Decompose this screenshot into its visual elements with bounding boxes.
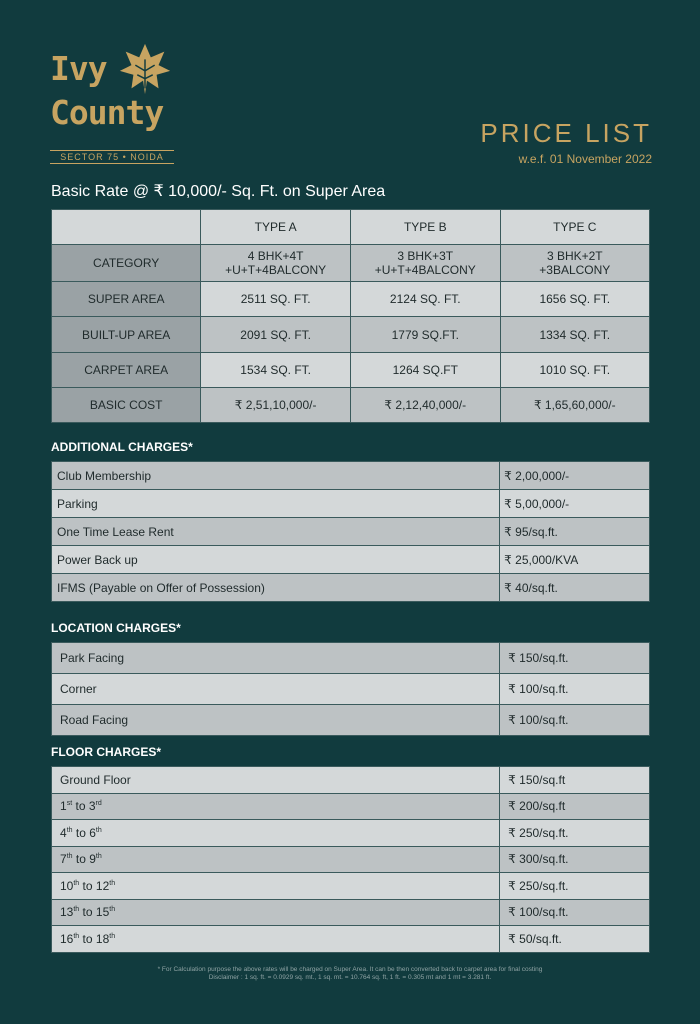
table-row [52, 518, 650, 546]
ordinal-suffix: st [66, 800, 73, 808]
table-row [52, 388, 650, 423]
charge-price: ₹ 200/sq.ft [500, 793, 650, 820]
row-label: BUILT-UP AREA [52, 317, 201, 353]
brand-name-line2: County [50, 93, 164, 132]
column-header: TYPE A [201, 210, 351, 245]
charge-name: Club Membership [52, 462, 500, 490]
ivy-leaf-icon [116, 40, 174, 98]
table-cell: ₹ 1,65,60,000/- [500, 388, 649, 423]
table-row [52, 846, 650, 873]
additional-charges-title: ADDITIONAL CHARGES* [51, 440, 193, 454]
table-row [52, 899, 650, 926]
floor-from: 13 [60, 905, 74, 920]
floor-to: 9 [89, 852, 96, 867]
cell-line: +U+T+4BALCONY [225, 263, 327, 277]
ordinal-suffix: th [95, 853, 102, 861]
floor-from: 1 [60, 799, 67, 814]
floor-range [52, 820, 500, 847]
charge-price: ₹ 100/sq.ft. [500, 674, 650, 705]
table-cell: 2511 SQ. FT. [201, 282, 351, 317]
table-cell: 1656 SQ. FT. [500, 282, 649, 317]
column-header: TYPE B [350, 210, 500, 245]
table-row [52, 820, 650, 847]
table-row [52, 674, 650, 705]
page-title: PRICE LIST [480, 118, 652, 148]
range-separator: to [75, 825, 86, 840]
charge-price: ₹ 40/sq.ft. [500, 574, 650, 602]
cell-line: +3BALCONY [539, 263, 611, 277]
charge-price: ₹ 50/sq.ft. [500, 926, 650, 953]
range-separator: to [75, 852, 86, 867]
ordinal-suffix: rd [95, 800, 102, 808]
location-charges-title: LOCATION CHARGES* [51, 621, 181, 635]
table-row [52, 282, 650, 317]
floor-range [52, 899, 500, 926]
floor-from: 16 [60, 931, 74, 946]
floor-to: 6 [89, 825, 96, 840]
table-row [52, 490, 650, 518]
table-cell: ₹ 2,12,40,000/- [350, 388, 500, 423]
table-row [52, 926, 650, 953]
charge-price: ₹ 95/sq.ft. [500, 518, 650, 546]
brand-location: SECTOR 75 • NOIDA [50, 150, 174, 164]
charge-price: ₹ 150/sq.ft [500, 767, 650, 794]
header-empty-cell [52, 210, 201, 245]
charge-price: ₹ 100/sq.ft. [500, 899, 650, 926]
floor-charges-title: FLOOR CHARGES* [51, 745, 162, 759]
floor-range [52, 793, 500, 820]
ordinal-suffix: th [95, 826, 102, 834]
cell-line: 3 BHK+2T [546, 249, 603, 263]
column-header: TYPE C [500, 210, 649, 245]
floor-from: 10 [60, 878, 74, 893]
ordinal-suffix: th [66, 826, 73, 834]
ordinal-suffix: th [73, 906, 80, 914]
cell-line: 3 BHK+3T [397, 249, 454, 263]
brand-name-line1: Ivy [50, 49, 107, 88]
ordinal-suffix: th [73, 932, 80, 940]
table-cell [350, 245, 500, 282]
row-label: SUPER AREA [52, 282, 201, 317]
range-separator: to [75, 799, 86, 814]
table-cell: 2091 SQ. FT. [201, 317, 351, 353]
charge-price: ₹ 300/sq.ft. [500, 846, 650, 873]
table-row [52, 574, 650, 602]
table-cell: 1010 SQ. FT. [500, 353, 649, 388]
table-row [52, 245, 650, 282]
charge-name: Road Facing [52, 705, 500, 736]
floor-charges-table [51, 766, 650, 953]
table-cell: 2124 SQ. FT. [350, 282, 500, 317]
table-cell: 1534 SQ. FT. [201, 353, 351, 388]
floor-range [52, 767, 500, 794]
range-separator: to [82, 931, 93, 946]
row-label: BASIC COST [52, 388, 201, 423]
table-cell [500, 245, 649, 282]
table-cell: 1264 SQ.FT [350, 353, 500, 388]
table-row [52, 462, 650, 490]
floor-from: 7 [60, 852, 67, 867]
row-label: CARPET AREA [52, 353, 201, 388]
table-cell [201, 245, 351, 282]
table-row [52, 353, 650, 388]
ordinal-suffix: th [66, 853, 73, 861]
location-charges-table [51, 642, 650, 736]
charge-price: ₹ 25,000/KVA [500, 546, 650, 574]
charge-name: Parking [52, 490, 500, 518]
ordinal-suffix: th [109, 932, 116, 940]
charge-name: Park Facing [52, 643, 500, 674]
brand-logo [50, 40, 180, 170]
effective-date: w.e.f. 01 November 2022 [518, 152, 652, 166]
ordinal-suffix: th [73, 879, 80, 887]
table-cell: 1779 SQ.FT. [350, 317, 500, 353]
table-row [52, 873, 650, 900]
floor-from: Ground Floor [60, 772, 131, 787]
cell-line: 4 BHK+4T [247, 249, 304, 263]
charge-price: ₹ 5,00,000/- [500, 490, 650, 518]
table-row [52, 317, 650, 353]
ordinal-suffix: th [109, 906, 116, 914]
floor-to: 18 [95, 931, 110, 946]
floor-range [52, 926, 500, 953]
ordinal-suffix: th [109, 879, 116, 887]
table-row [52, 643, 650, 674]
table-cell: ₹ 2,51,10,000/- [201, 388, 351, 423]
floor-range [52, 846, 500, 873]
charge-price: ₹ 100/sq.ft. [500, 705, 650, 736]
basic-rate: Basic Rate @ ₹ 10,000/- Sq. Ft. on Super Area [51, 183, 386, 200]
table-header-row [52, 210, 650, 245]
charge-name: Corner [52, 674, 500, 705]
charge-price: ₹ 2,00,000/- [500, 462, 650, 490]
footnote-disclaimer: Disclaimer : 1 sq. ft. = 0.0929 sq. mt., 1 sq. mt. = 10.764 sq. ft, 1 ft. = 0.305 mt and 1 mt = 3.281 ft. [208, 974, 492, 981]
range-separator: to [82, 905, 93, 920]
table-row [52, 793, 650, 820]
charge-price: ₹ 250/sq.ft. [500, 820, 650, 847]
additional-charges-table [51, 461, 650, 602]
table-row [52, 767, 650, 794]
table-row [52, 705, 650, 736]
range-separator: to [82, 878, 93, 893]
table-row [52, 546, 650, 574]
footnote-calculation: * For Calculation purpose the above rates will be charged on Super Area. It can be then converted back to carpet area for final costing [157, 966, 543, 973]
floor-from: 4 [60, 825, 67, 840]
charge-name: IFMS (Payable on Offer of Possession) [52, 574, 500, 602]
floor-to: 12 [95, 878, 110, 893]
unit-types-table [51, 209, 650, 423]
footnote [0, 966, 700, 982]
charge-name: Power Back up [52, 546, 500, 574]
row-label: CATEGORY [52, 245, 201, 282]
charge-price: ₹ 150/sq.ft. [500, 643, 650, 674]
table-cell: 1334 SQ. FT. [500, 317, 649, 353]
floor-range [52, 873, 500, 900]
charge-price: ₹ 250/sq.ft. [500, 873, 650, 900]
floor-to: 15 [95, 905, 110, 920]
charge-name: One Time Lease Rent [52, 518, 500, 546]
floor-to: 3 [88, 799, 96, 814]
cell-line: +U+T+4BALCONY [374, 263, 476, 277]
